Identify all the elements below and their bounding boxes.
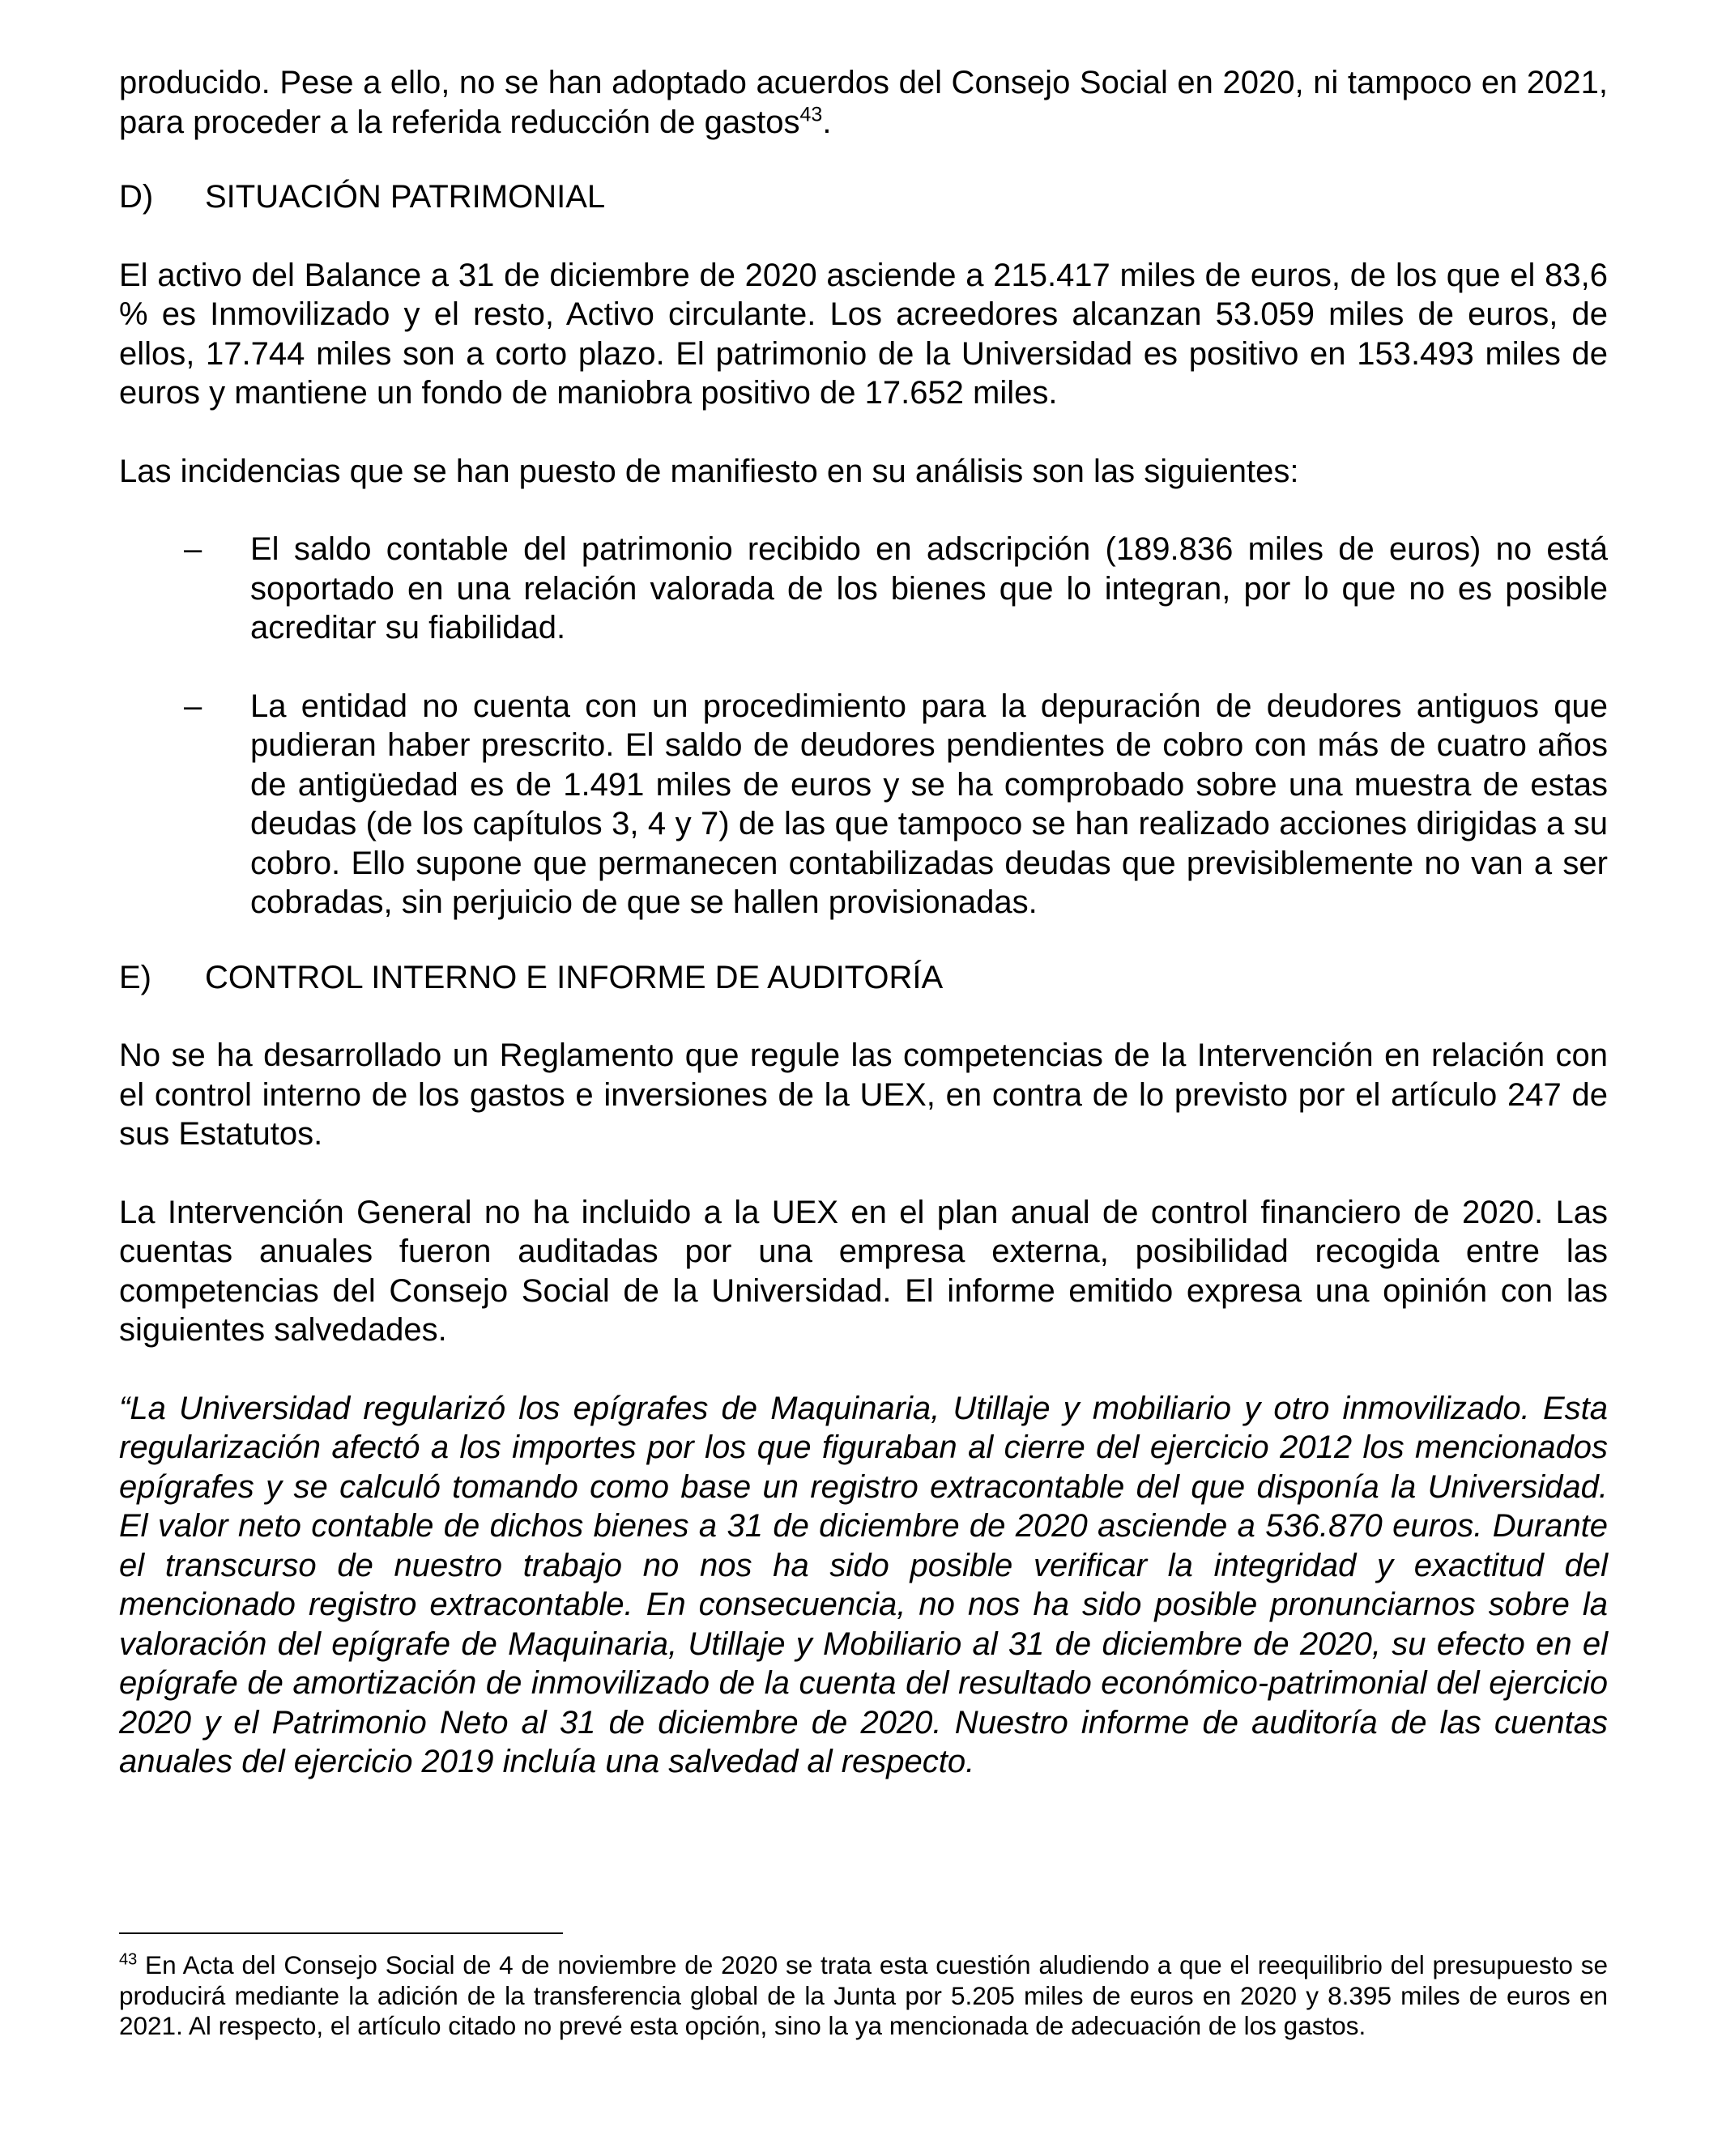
intro-end: .	[822, 104, 832, 140]
section-d-paragraph-2: Las incidencias que se han puesto de manifiesto en su análisis son las siguientes:	[119, 453, 1299, 489]
footnote-divider	[119, 1932, 563, 1934]
bullet-dash-icon: –	[184, 531, 202, 567]
section-e-title: CONTROL INTERNO E INFORME DE AUDITORÍA	[205, 959, 944, 995]
section-d-letter: D)	[119, 179, 154, 215]
bullet-text: La entidad no cuenta con un procedimiento para la depuración de deudores antiguos que pudieran haber prescrito. El saldo de deudores pendientes de cobro con más de cuatro años de antigüedad es de 1.491 miles de euros y se ha comprobado sobre una muestra de estas deudas (de los capítulos 3, 4 y 7) de las que tampoco se han realizado acciones dirigidas a su cobro. Ello supone que permanecen contabilizadas deudas que previsiblemente no van a ser cobradas, sin perjuicio de que se hallen provisionadas.	[250, 688, 1608, 920]
section-e-paragraph-2: La Intervención General no ha incluido a la UEX en el plan anual de control financiero de 2020. Las cuentas anuales fueron auditadas por una empresa externa, posibilidad recogida entre las competencias del Consejo Social de la Universidad. El informe emitido expresa una opinión con las siguientes salvedades.	[119, 1194, 1608, 1348]
section-d-paragraph-1: El activo del Balance a 31 de diciembre de 2020 asciende a 215.417 miles de euros, de los que el 83,6 % es Inmovilizado y el resto, Activo circulante. Los acreedores alcanzan 53.059 miles de euros, de ellos, 17.744 miles son a corto plazo. El patrimonio de la Universidad es positivo en 153.493 miles de euros y mantiene un fondo de maniobra positivo de 17.652 miles.	[119, 257, 1608, 411]
footnote-ref-43[interactable]: 43	[799, 103, 823, 126]
footnote-number: 43	[119, 1950, 138, 1969]
section-e-letter: E)	[119, 959, 151, 995]
section-d-title: SITUACIÓN PATRIMONIAL	[205, 179, 606, 215]
footnote-text: En Acta del Consejo Social de 4 de noviembre de 2020 se trata esta cuestión aludiendo a que el reequilibrio del presupuesto se producirá mediante la adición de la transferencia global de la Junta por 5.205 miles de euros en 2020 y 8.395 miles de euros en 2021. Al respecto, el artículo citado no prevé esta opción, sino la ya mencionada de adecuación de los gastos.	[119, 1950, 1608, 2040]
section-e-paragraph-1: No se ha desarrollado un Reglamento que regule las competencias de la Intervención en relación con el control interno de los gastos e inversiones de la UEX, en contra de lo previsto por el artículo 247 de sus Estatutos.	[119, 1038, 1608, 1152]
bullet-item-1	[119, 530, 1608, 648]
section-d-heading	[119, 177, 1608, 217]
document-body	[119, 63, 1608, 1782]
section-e-heading	[119, 958, 1608, 998]
bullet-item-2	[119, 687, 1608, 922]
bullet-dash-icon: –	[184, 688, 202, 724]
intro-text: producido. Pese a ello, no se han adoptado acuerdos del Consejo Social en 2020, ni tampoco en 2021, para proceder a la referida reducción de gastos	[119, 65, 1608, 140]
audit-quote: “La Universidad regularizó los epígrafes de Maquinaria, Utillaje y mobiliario y otro inmovilizado. Esta regularización afectó a los importes por los que figuraban al cierre del ejercicio 2012 los mencionados epígrafes y se calculó tomando como base un registro extracontable del que disponía la Universidad. El valor neto contable de dichos bienes a 31 de diciembre de 2020 asciende a 536.870 euros. Durante el transcurso de nuestro trabajo no nos ha sido posible verificar la integridad y exactitud del mencionado registro extracontable. En consecuencia, no nos ha sido posible pronunciarnos sobre la valoración del epígrafe de Maquinaria, Utillaje y Mobiliario al 31 de diciembre de 2020, su efecto en el epígrafe de amortización de inmovilizado de la cuenta del resultado económico-patrimonial del ejercicio 2020 y el Patrimonio Neto al 31 de diciembre de 2020. Nuestro informe de auditoría de las cuentas anuales del ejercicio 2019 incluía una salvedad al respecto.	[119, 1390, 1608, 1779]
footnote	[119, 1950, 1608, 2042]
intro-paragraph	[119, 63, 1608, 142]
bullet-text: El saldo contable del patrimonio recibido en adscripción (189.836 miles de euros) no está soportado en una relación valorada de los bienes que lo integran, por lo que no es posible acreditar su fiabilidad.	[250, 531, 1608, 646]
